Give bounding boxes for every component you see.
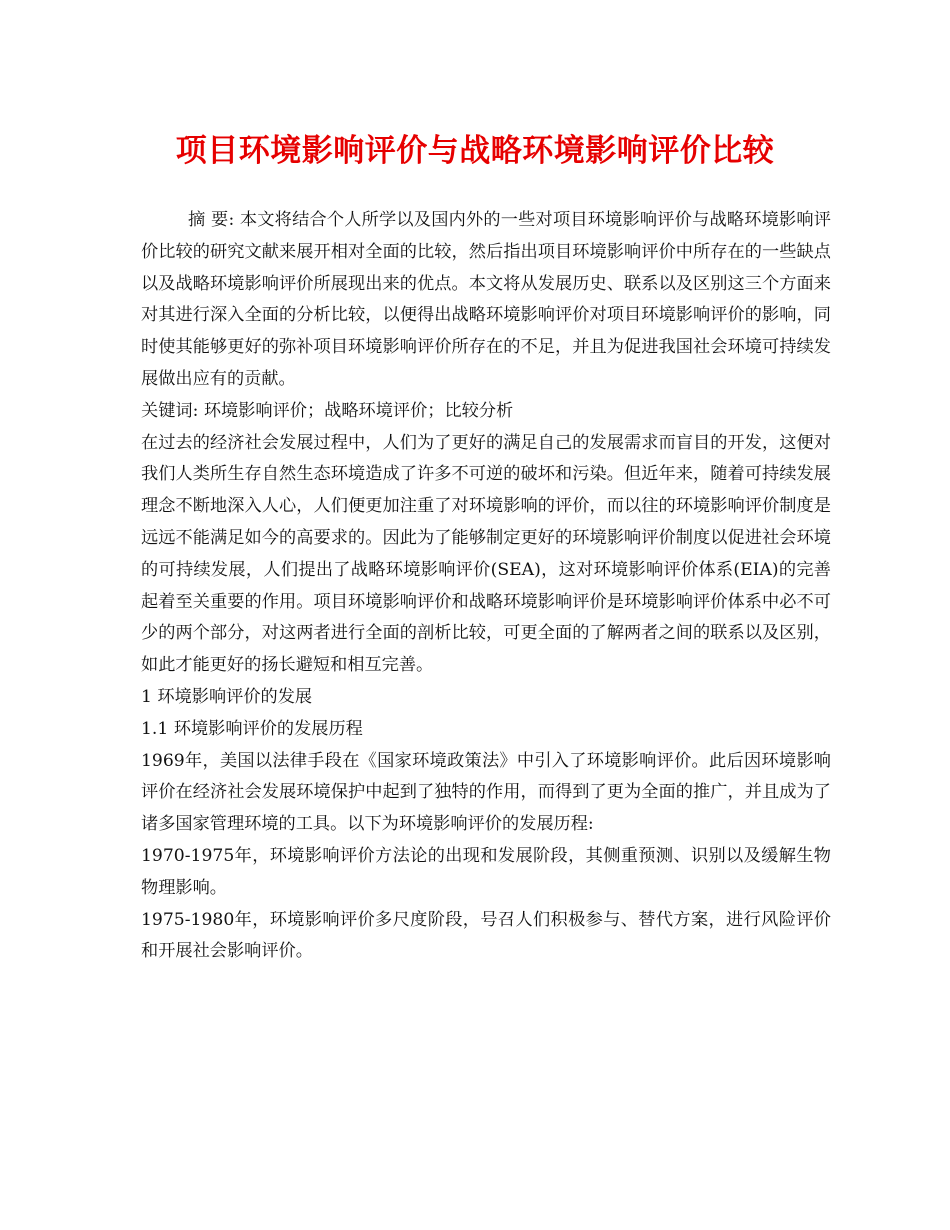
document-body xyxy=(141,205,831,968)
document-title: 项目环境影响评价与战略环境影响评价比较 xyxy=(175,133,775,169)
abstract-paragraph: 摘 要: 本文将结合个人所学以及国内外的一些对项目环境影响评价与战略环境影响评价比较的研究文献来展开相对全面的比较，然后指出项目环境影响评价中所存在的一些缺点以及战略环境影响评价所展现出来的优点。本文将从发展历史、联系以及区别这三个方面来对其进行深入全面的分析比较，以便得出战略环境影响评价对项目环境影响评价的影响，同时使其能够更好的弥补项目环境影响评价所存在的不足，并且为促进我国社会环境可持续发展做出应有的贡献。 xyxy=(141,210,831,389)
paragraph-1969: 1969年，美国以法律手段在《国家环境政策法》中引入了环境影响评价。此后因环境影响评价在经济社会发展环境保护中起到了独特的作用，而得到了更为全面的推广，并且成为了诸多国家管理环境的工具。以下为环境影响评价的发展历程: xyxy=(141,750,831,835)
paragraph-1975-1980: 1975-1980年，环境影响评价多尺度阶段，号召人们积极参与、替代方案，进行风险评价和开展社会影响评价。 xyxy=(141,909,831,962)
keywords-line: 关键词: 环境影响评价；战略环境评价；比较分析 xyxy=(141,400,514,421)
intro-paragraph: 在过去的经济社会发展过程中，人们为了更好的满足自己的发展需求而盲目的开发，这便对我们人类所生存自然生态环境造成了许多不可逆的破坏和污染。但近年来，随着可持续发展理念不断地深入人心，人们便更加注重了对环境影响的评价，而以往的环境影响评价制度是远远不能满足如今的高要求的。因此为了能够制定更好的环境影响评价制度以促进社会环境的可持续发展，人们提出了战略环境影响评价(SEA)，这对环境影响评价体系(EIA)的完善起着至关重要的作用。项目环境影响评价和战略环境影响评价是环境影响评价体系中必不可少的两个部分，对这两者进行全面的剖析比较，可更全面的了解两者之间的联系以及区别，如此才能更好的扬长避短和相互完善。 xyxy=(141,432,831,676)
section-heading-1-1: 1.1 环境影响评价的发展历程 xyxy=(141,718,363,739)
paragraph-1970-1975: 1970-1975年，环境影响评价方法论的出现和发展阶段，其侧重预测、识别以及缓解生物物理影响。 xyxy=(141,845,831,898)
section-heading-1: 1 环境影响评价的发展 xyxy=(141,686,313,707)
